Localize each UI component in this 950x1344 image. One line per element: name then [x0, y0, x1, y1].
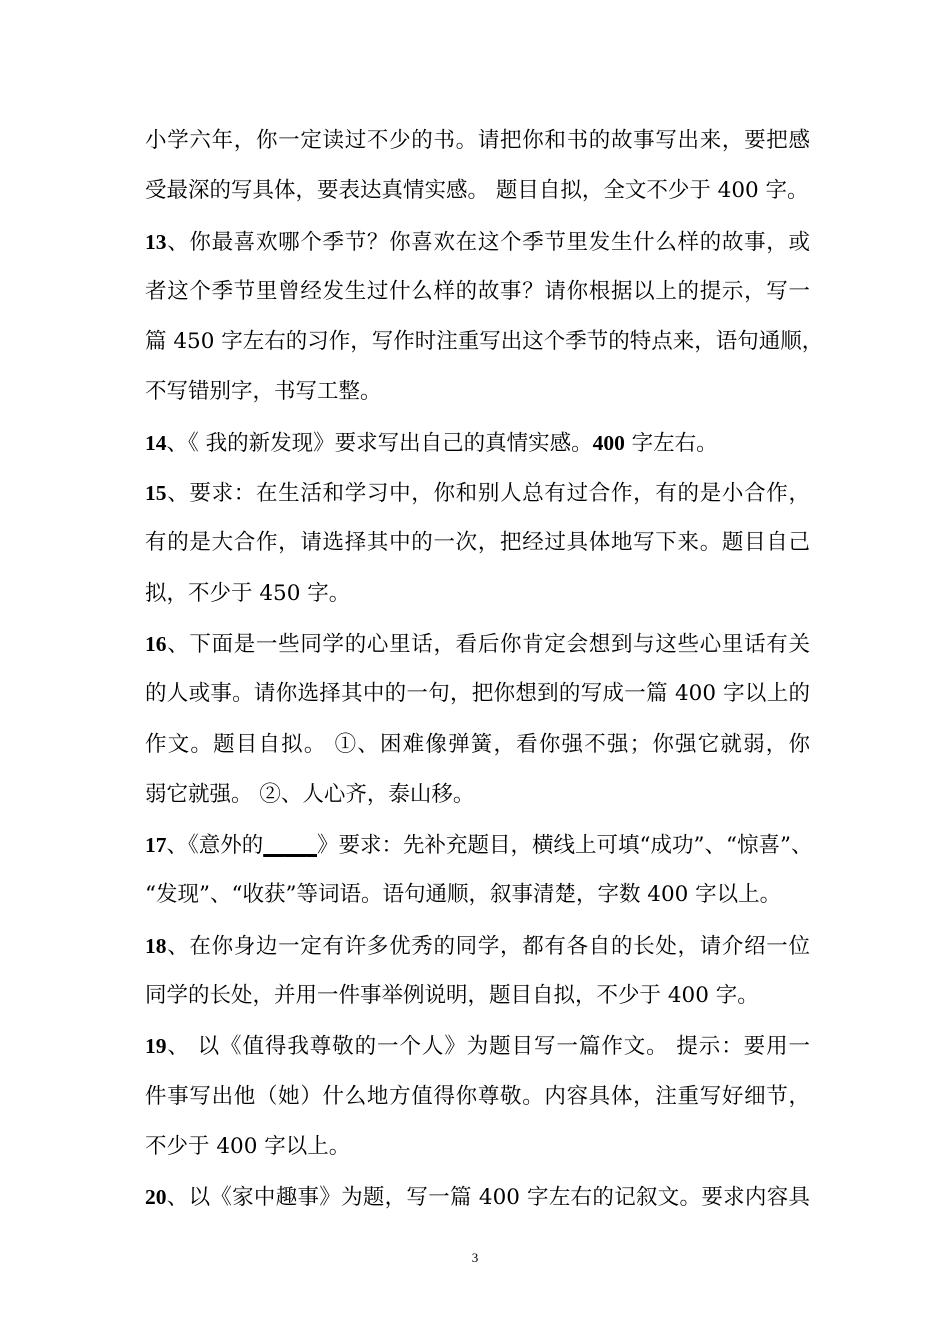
line-text: 弱它就强。 ②、人心齐，泰山移。 — [145, 781, 475, 807]
line-text-tail: 》要求：先补充题目，横线上可填“成功”、“惊喜”、 — [317, 833, 813, 859]
line-text: 、《 我的新发现》要求写出自己的真情实感。 — [166, 430, 593, 456]
line-text: 同学的长处，并用一件事举例说明，题目自拟，不少于 400 字。 — [145, 983, 759, 1009]
text-line — [145, 317, 824, 367]
document-body — [145, 116, 824, 1223]
text-line — [145, 1122, 810, 1172]
text-line — [145, 166, 810, 216]
line-text: 拟，不少于 450 字。 — [145, 580, 351, 606]
text-line — [145, 1072, 810, 1122]
text-line — [145, 116, 810, 166]
line-text: 、要求：在生活和学习中，你和别人总有过合作，有的是小合作， — [166, 481, 810, 507]
text-line — [145, 267, 810, 317]
text-line — [145, 1172, 810, 1222]
line-text-tail: 字左右。 — [624, 430, 718, 456]
text-line — [145, 518, 810, 568]
item-number: 14 — [145, 430, 167, 455]
item-number: 17 — [145, 833, 167, 858]
line-text: 、以《家中趣事》为题，写一篇 400 字左右的记叙文。要求内容具 — [166, 1185, 810, 1211]
item-number: 20 — [145, 1185, 167, 1210]
line-text: 、《意外的 — [166, 833, 264, 859]
word-count-bold: 400 — [592, 430, 625, 455]
text-line — [145, 569, 810, 619]
line-text: 者这个季节里曾经发生过什么样的故事？请你根据以上的提示，写一 — [145, 278, 810, 304]
line-text: 、你最喜欢哪个季节？你喜欢在这个季节里发生什么样的故事，或 — [166, 229, 810, 255]
line-text: 的人或事。请你选择其中的一句，把你想到的写成一篇 400 字以上的 — [145, 681, 810, 707]
text-line — [145, 217, 810, 267]
text-line — [145, 367, 810, 417]
text-line — [145, 418, 810, 468]
line-text: 小学六年，你一定读过不少的书。请把你和书的故事写出来，要把感 — [145, 128, 810, 153]
line-text: 受最深的写具体，要表达真情实感。 题目自拟，全文不少于 400 字。 — [145, 178, 809, 204]
text-line — [145, 820, 813, 870]
line-text: “发现”、“收获”等词语。语句通顺，叙事清楚，字数 400 字以上。 — [145, 882, 782, 908]
text-line — [145, 468, 810, 518]
page-number: 3 — [471, 1250, 479, 1265]
text-line — [145, 921, 810, 971]
line-text: 、下面是一些同学的心里话，看后你肯定会想到与这些心里话有关 — [166, 631, 810, 657]
item-number: 15 — [145, 481, 167, 506]
line-text: 有的是大合作，请选择其中的一次，把经过具体地写下来。题目自己 — [145, 530, 810, 556]
item-number: 16 — [145, 631, 167, 656]
text-line — [145, 720, 810, 770]
text-line — [145, 770, 810, 820]
line-text: 作文。题目自拟。 ①、困难像弹簧，看你强不强；你强它就弱，你 — [145, 731, 810, 757]
line-text: 、 以《值得我尊敬的一个人》为题目写一篇作文。 提示：要用一 — [166, 1034, 810, 1060]
line-text: 件事写出他（她）什么地方值得你尊敬。内容具体，注重写好细节， — [145, 1083, 810, 1109]
line-text: 篇 450 字左右的习作，写作时注重写出这个季节的特点来，语句通顺， — [145, 329, 824, 355]
text-line — [145, 870, 810, 920]
text-line — [145, 619, 810, 669]
line-text: 、在你身边一定有许多优秀的同学，都有各自的长处，请介绍一位 — [166, 933, 810, 959]
text-line — [145, 971, 810, 1021]
item-number: 18 — [145, 933, 167, 958]
line-text: 不少于 400 字以上。 — [145, 1133, 351, 1159]
item-number: 13 — [145, 229, 167, 254]
text-line — [145, 1021, 810, 1071]
text-line — [145, 669, 810, 719]
fill-in-blank: _____ — [263, 833, 318, 859]
item-number: 19 — [145, 1034, 167, 1059]
line-text: 不写错别字，书写工整。 — [145, 379, 382, 405]
